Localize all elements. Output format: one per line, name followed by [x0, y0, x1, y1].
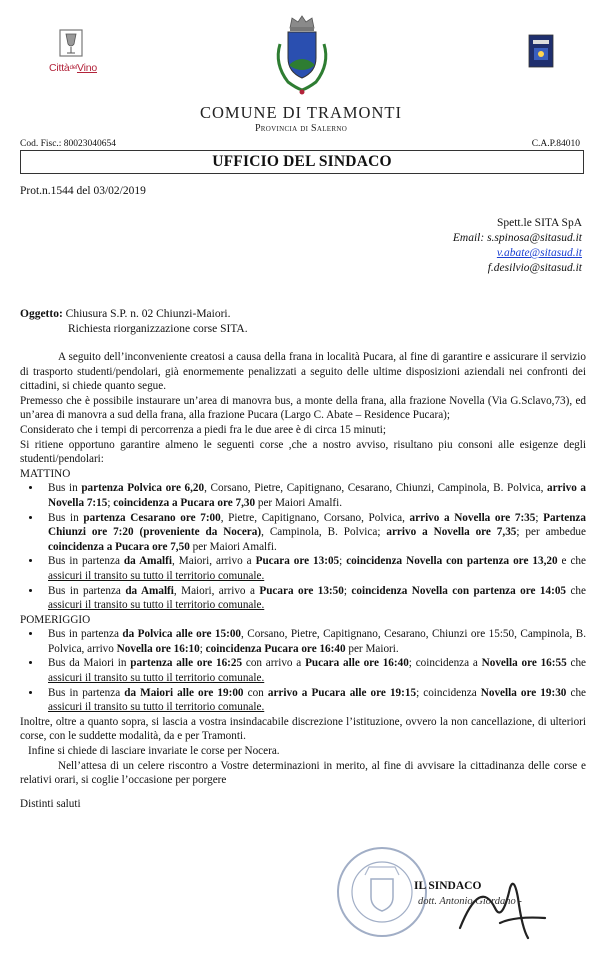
logo-text: CittàdelVino: [48, 62, 98, 74]
ufficio-header: UFFICIO DEL SINDACO: [20, 150, 584, 174]
morning-route-list: [20, 481, 586, 612]
email-3: f.desilvio@sitasud.it: [487, 262, 582, 274]
protocol-number: Prot.n.1544 del 03/02/2019: [20, 185, 146, 197]
afternoon-route-list: [20, 627, 586, 715]
email-1: s.spinosa@sitasud.it: [487, 232, 582, 244]
list-item: • Bus da Maiori in partenza alle ore 16:25 con arrivo a Pucara alle ore 16:40; coincidenza a Novella ore 16:55 che assicuri il transito su tutto il territorio comunale.: [42, 656, 586, 685]
official-stamp-icon: [335, 845, 430, 940]
paragraph: Nell’attesa di un celere riscontro a Vostre determinazioni in merito, al fine di avvisare la cittadinanza delle corse e relativi orari, si coglie l’occasione per porgere: [20, 759, 586, 787]
closing-salutation: Distinti saluti: [20, 797, 81, 810]
paragraph: Infine si chiede di lasciare invariate le corse per Nocera.: [28, 745, 280, 758]
handwritten-signature-icon: [440, 868, 560, 948]
recipient-name: Spett.le SITA SpA: [496, 217, 582, 229]
paragraph: Inoltre, oltre a quanto sopra, si lascia a vostra insindacabile discrezione l’istituzione, ovvero la non cancellazione, di ulteriori corse, con le suddette modalità, da e per Tramonti.: [20, 715, 586, 743]
paragraph: A seguito dell’inconveniente creatosi a causa della frana in località Pucara, al fine di garantire e assicurare il servizio di trasporto studenti/pendolari, già enormemente penalizzati a seguito delle ultime disposizioni aziendali nei confronti dei cittadini, si chiede quanto segue.: [20, 351, 586, 393]
list-item: • Bus in partenza Polvica ore 6,20, Corsano, Pietre, Capitignano, Cesarano, Chiunzi, Campinola, B. Polvica, arrivo a Novella 7:15; coincidenza a Pucara ore 7,30 per Maiori Amalfi.: [42, 481, 586, 510]
section-heading-pomeriggio: POMERIGGIO: [20, 613, 91, 626]
signatory-name: dott. Antonio Giordano -: [418, 896, 522, 907]
list-item: • Bus in partenza da Maiori alle ore 19:00 con arrivo a Pucara alle ore 19:15; coincidenza Novella ore 19:30 che assicuri il transito su tutto il territorio comunale.: [42, 686, 586, 715]
institutional-badge-icon: [528, 34, 554, 68]
wine-glass-icon: [58, 28, 84, 64]
codice-fiscale: Cod. Fisc.: 80023040654: [20, 139, 117, 149]
recipient-block: [453, 216, 582, 276]
comune-name: COMUNE DI TRAMONTI: [200, 103, 402, 122]
section-heading-mattino: MATTINO: [20, 467, 71, 480]
subject-line-1: Chiusura S.P. n. 02 Chiunzi-Maiori.: [62, 308, 231, 320]
letter-body: [20, 350, 586, 811]
paragraph: Si ritiene opportuno garantire almeno le seguenti corse ,che a nostro avviso, risultano piu consoni alle esigenze degli studenti/pendolari:: [20, 438, 586, 466]
subject-line-2: Richiesta riorganizzazione corse SITA.: [68, 323, 248, 335]
list-item: • Bus in partenza Cesarano ore 7:00, Pietre, Capitignano, Corsano, Polvica, arrivo a Novella ore 7:35; Partenza Chiunzi ore 7:20 (proveniente da Nocera), Campinola, B. Polvica; arrivo a Novella ore 7,35; per ambedue coincidenza a Pucara ore 7,50 per Maiori Amalfi.: [42, 511, 586, 555]
paragraph: Premesso che è possibile instaurare un’area di manovra bus, a monte della frana, alla frazione Novella (Via G.Sclavo,73), ed un’area di manovra a sud della frana, alla frazione Pucara (Largo C. Abate – Residence Pucara);: [20, 394, 586, 422]
signatory-title: IL SINDACO: [414, 880, 482, 892]
paragraph: Considerato che i tempi di percorrenza a piedi fra le due aree è di circa 15 minuti;: [20, 423, 386, 436]
provincia-name: Provincia di Salerno: [254, 123, 348, 134]
list-item: • Bus in partenza da Amalfi, Maiori, arrivo a Pucara ore 13:50; coincidenza Novella con partenza ore 14:05 che assicuri il transito su tutto il territorio comunale.: [42, 584, 586, 613]
municipal-crest-icon: [268, 14, 336, 100]
list-item: • Bus in partenza da Amalfi, Maiori, arrivo a Pucara ore 13:05; coincidenza Novella con partenza ore 13,20 e che assicuri il transito su tutto il territorio comunale.: [42, 554, 586, 583]
email-line: Email: s.spinosa@sitasud.it: [452, 232, 582, 244]
cap-code: C.A.P.84010: [531, 139, 580, 149]
email-2-link[interactable]: v.abate@sitasud.it: [496, 247, 582, 259]
list-item: • Bus in partenza da Polvica alle ore 15:00, Corsano, Pietre, Capitignano, Cesarano, Chiunzi ore 15:50, Campinola, B. Polvica, arrivo Novella ore 16:10; coincidenza Pucara ore 16:40 per Maiori.: [42, 627, 586, 656]
subject-label: Oggetto:: [20, 308, 63, 320]
subject-block: [20, 307, 248, 337]
citta-del-vino-logo: [38, 20, 108, 80]
